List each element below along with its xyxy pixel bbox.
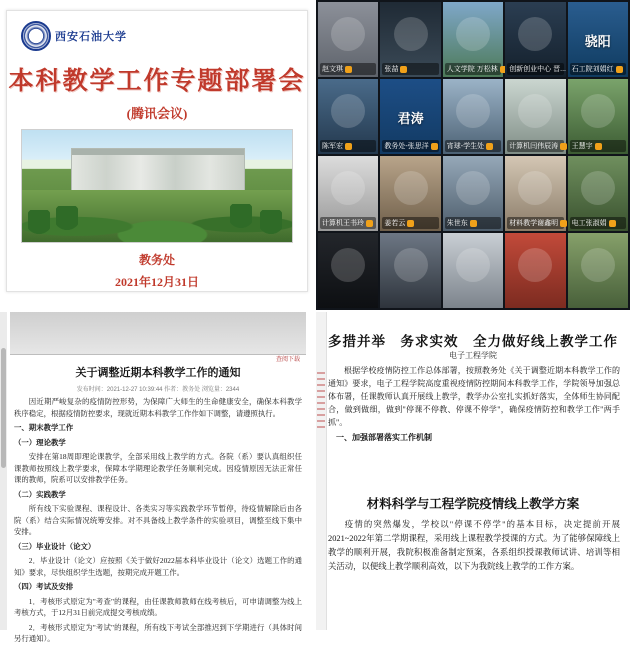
participant-name-text: 张喆 xyxy=(384,66,399,73)
microphone-icon xyxy=(609,220,616,227)
document-paragraph: 根据学校疫情防控工作总体部署，按照教务处《关于调整近期本科教学工作的通知》要求，电子工程学院高度重视疫情防控期间本科教学工作，学院领导加强总体布署，任课教师认真开展线上教学，教学办公室扎实抓好落实，全体师生协同配合，做到做细，做到"停课不停教、停课不停学"，确保疫情防控和教学工作"两手抓"。 xyxy=(328,366,620,427)
participant-display-name: 君涛 xyxy=(397,110,424,126)
document-title: 关于调整近期本科教学工作的通知 xyxy=(75,367,241,379)
avatar xyxy=(456,17,490,51)
participant-name-text: 电工张淑娟 xyxy=(571,220,607,227)
participant-display-name: 骁阳 xyxy=(584,33,611,49)
participant-name-label xyxy=(570,63,626,75)
participant-name-label xyxy=(570,140,626,152)
document-paragraph: 2．考核形式原定为"考试"的课程，所有线下考试全部推迟到下学期进行（具体时间另行通知）。 xyxy=(14,622,302,643)
tree-icon xyxy=(230,204,252,234)
avatar xyxy=(394,17,428,51)
article-subtitle: 电子工程学院 xyxy=(449,351,497,360)
participant-name-text: 宵球-学生处 xyxy=(446,143,485,150)
article-document-panel xyxy=(316,312,630,630)
participant-name-text: 朱世东 xyxy=(446,220,468,227)
participant-name-text: 教务处-张思洋 xyxy=(384,143,429,150)
microphone-icon xyxy=(470,220,477,227)
document-paragraph: 安排在第18周即理论课教学，全部采用线上教学的方式。各院（系）要认真组织任课教师按照线上教学要求，保障本学期理论教学任务顺利完成。因疫情原因无法正常任课的教师，院系可以安排教学任务。 xyxy=(14,452,302,484)
document-page xyxy=(0,312,314,643)
participant-name-text: 计算机王书玲 xyxy=(322,220,364,227)
participant-name-label xyxy=(382,140,438,152)
document-meta: 发布时间：2021-12-27 10:39:44 作者：教务处 浏览量：2344 xyxy=(76,387,240,393)
document-paragraph: 疫情的突然爆发，学校以"停课不停学"的基本目标，决定提前开展2021~2022年第二学期课程，采用线上课程教学授课的方式。为了能够保障线上教学的顺利开展，我院积极准备制定预案，各系组织授课教师试讲、培训等相关活动，以便线上教学顺利高效，以下为我院线上教学的工作方案。 xyxy=(328,520,620,571)
participant-tile[interactable] xyxy=(380,2,440,77)
participant-tile[interactable] xyxy=(318,2,378,77)
participant-name-text: 石工院刘娟红 xyxy=(571,66,614,73)
participant-name-label xyxy=(445,140,501,152)
microphone-icon xyxy=(560,143,567,150)
presentation-slide-panel xyxy=(0,0,314,310)
avatar xyxy=(518,171,552,205)
avatar xyxy=(518,94,552,128)
participant-name-label xyxy=(507,217,563,229)
participant-name-label xyxy=(320,217,376,229)
participant-grid xyxy=(316,0,630,310)
participant-name-text: 计算机闫伟辰涛 xyxy=(509,143,559,150)
slide-date: 2021年12月31日 xyxy=(114,275,199,289)
participant-tile[interactable] xyxy=(505,2,565,77)
slide-canvas xyxy=(6,10,308,292)
participant-tile[interactable] xyxy=(443,156,503,231)
participant-tile[interactable] xyxy=(505,79,565,154)
microphone-icon xyxy=(616,66,623,73)
avatar xyxy=(456,171,490,205)
slide-title: 本科教学工作专题部署会 xyxy=(8,68,306,95)
participant-name-text: 人文学院 万松林 xyxy=(446,66,498,73)
participant-name-text: 陈军宏 xyxy=(322,143,343,150)
participant-tile[interactable] xyxy=(318,79,378,154)
document-paragraph: 所有线下实验课程、课程设计、各类实习等实践教学环节暂停，待疫情解除后由各院（系）结合实际情况统筹安排。对不具备线上教学条件的实验项目，调整至线下集中安排。 xyxy=(14,504,302,536)
microphone-icon xyxy=(407,220,414,227)
document-body xyxy=(10,312,306,643)
avatar xyxy=(331,248,365,282)
microphone-icon xyxy=(345,66,352,73)
microphone-icon xyxy=(345,143,352,150)
participant-name-label xyxy=(445,217,501,229)
participant-tile[interactable] xyxy=(318,156,378,231)
slide-department: 教务处 xyxy=(138,253,175,267)
participant-tile[interactable] xyxy=(505,233,565,308)
participant-tile[interactable] xyxy=(568,2,628,77)
document-paragraph: （二）实践教学 xyxy=(14,489,66,499)
avatar xyxy=(394,171,428,205)
document-paragraph: 1．考核形式原定为"考查"的课程，由任课教师教师在线考核后，可申请调整为线上考核方式，于12月31日前完成提交考核成绩。 xyxy=(14,596,302,617)
document-paragraph: 因近期严峻复杂的疫情防控形势，为保障广大师生的生命健康安全，确保本科教学秩序稳定，根据疫情防控要求，现就近期本科教学工作作如下调整，请遵照执行。 xyxy=(14,397,302,418)
avatar xyxy=(331,171,365,205)
microphone-icon xyxy=(400,66,407,73)
article-title-secondary: 材料科学与工程学院疫情线上教学方案 xyxy=(366,497,580,511)
notice-document-panel xyxy=(0,312,314,643)
document-paragraph: 一、加强部署落实工作机制 xyxy=(336,433,432,442)
document-paragraph: 一、期末教学工作 xyxy=(14,423,74,432)
avatar xyxy=(581,171,615,205)
document-scrollbar[interactable] xyxy=(0,312,7,630)
avatar xyxy=(581,248,615,282)
avatar xyxy=(518,17,552,51)
document-paragraph: （四）考试及安排 xyxy=(14,582,74,591)
microphone-icon xyxy=(595,143,602,150)
microphone-icon xyxy=(486,143,493,150)
scrollbar-thumb[interactable] xyxy=(1,348,6,468)
document-paragraph: （三）毕业设计（论文） xyxy=(14,541,96,551)
document-badge[interactable]: 查阅下载 xyxy=(275,357,300,363)
tree-icon xyxy=(28,210,50,240)
participant-tile[interactable] xyxy=(380,233,440,308)
avatar xyxy=(394,248,428,282)
participant-name-label xyxy=(507,63,566,75)
video-meeting-panel xyxy=(316,0,630,310)
article-content xyxy=(328,364,620,446)
document-paragraph: （一）理论教学 xyxy=(14,437,66,447)
avatar xyxy=(331,94,365,128)
participant-name-label xyxy=(382,63,438,75)
participant-tile[interactable] xyxy=(443,79,503,154)
participant-name-label xyxy=(320,63,376,75)
participant-name-label xyxy=(507,140,563,152)
participant-tile[interactable] xyxy=(568,156,628,231)
participant-tile[interactable] xyxy=(568,79,628,154)
participant-tile[interactable] xyxy=(380,79,440,154)
campus-building xyxy=(71,148,246,195)
avatar xyxy=(518,248,552,282)
participant-tile[interactable] xyxy=(318,233,378,308)
article-page xyxy=(316,312,630,630)
participant-name-text: 赵文琪 xyxy=(322,66,343,73)
university-name: 西安石油大学 xyxy=(55,31,127,43)
participant-tile[interactable] xyxy=(568,233,628,308)
participant-name-text: 王慧宇 xyxy=(571,143,593,150)
campus-photo xyxy=(21,129,293,243)
revision-marks xyxy=(317,372,325,432)
avatar xyxy=(456,94,490,128)
tree-icon xyxy=(260,210,282,240)
participant-name-label xyxy=(570,217,626,229)
university-logo xyxy=(21,21,127,51)
document-header-bar xyxy=(10,312,306,355)
avatar xyxy=(456,248,490,282)
participant-name-text: 姜若云 xyxy=(384,220,406,227)
slide-subtitle: (腾讯会议) xyxy=(126,106,188,121)
avatar xyxy=(581,94,615,128)
article-title: 多措并举 务求实效 全力做好线上教学工作 xyxy=(328,334,618,349)
participant-tile[interactable] xyxy=(380,156,440,231)
participant-name-label xyxy=(320,140,376,152)
participant-name-text: 创新创业中心 晋... xyxy=(509,66,566,73)
document-content xyxy=(14,396,302,648)
participant-tile[interactable] xyxy=(505,156,565,231)
article-content-secondary xyxy=(328,518,620,576)
document-paragraph: 2．毕业设计（论文）应按照《关于做好2022届本科毕业设计（论文）选题工作的通知》要求，尽快组织学生选题，按期完成开题工作。 xyxy=(14,556,302,577)
participant-tile[interactable] xyxy=(443,2,503,77)
microphone-icon xyxy=(431,143,438,150)
participant-name-label xyxy=(382,217,438,229)
microphone-icon xyxy=(366,220,373,227)
university-seal-icon xyxy=(21,21,51,51)
participant-tile[interactable] xyxy=(443,233,503,308)
microphone-icon xyxy=(560,220,567,227)
tree-icon xyxy=(56,206,78,236)
participant-name-text: 材料教学谢鑫明 xyxy=(509,220,559,227)
avatar xyxy=(331,17,365,51)
participant-name-label xyxy=(445,63,501,75)
